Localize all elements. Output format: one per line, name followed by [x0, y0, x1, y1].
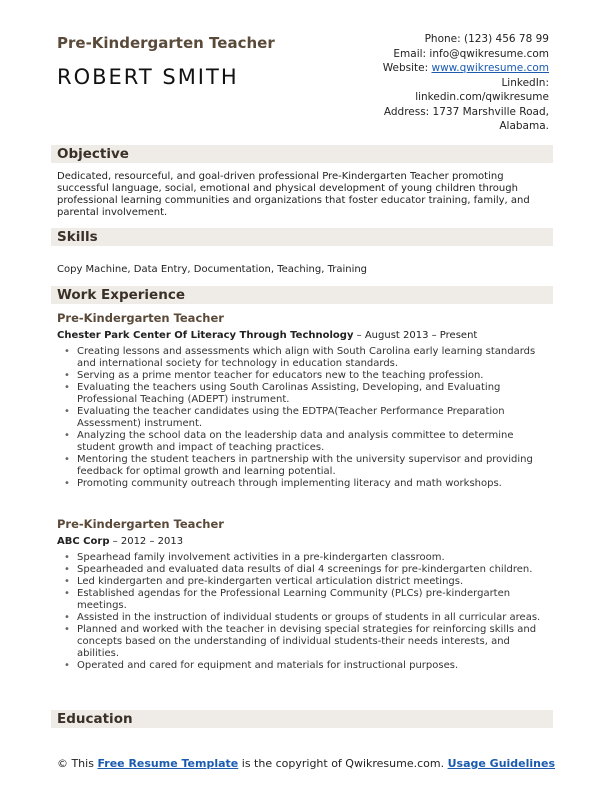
list-item: • Evaluating the teacher candidates using the EDTPA(Teacher Performance Preparation Assessment) instrument. — [64, 406, 553, 430]
objective-heading: Objective — [57, 146, 129, 162]
job-2-company: ABC Corp — [57, 536, 110, 547]
website-link[interactable]: www.qwikresume.com — [431, 62, 549, 74]
candidate-name: ROBERT SMITH — [57, 65, 239, 89]
list-item: • Evaluating the teachers using South Carolinas Assisting, Developing, and Evaluating Professional Teaching (ADEPT) instrument. — [64, 382, 553, 406]
list-item: • Established agendas for the Professional Learning Community (PLCs) pre-kindergarten meetings. — [64, 588, 553, 612]
linkedin-label: LinkedIn: — [501, 76, 549, 89]
job-1-company-line — [57, 330, 477, 341]
list-item: • Operated and cared for equipment and materials for instructional purposes. — [64, 660, 553, 672]
job-2-company-line — [57, 536, 183, 547]
list-item: • Spearhead family involvement activities in a pre-kindergarten classroom. — [64, 552, 553, 564]
address-line-2: Alabama. — [499, 120, 549, 132]
skills-heading: Skills — [57, 229, 98, 245]
list-item: • Serving as a prime mentor teacher for educators new to the teaching profession. — [64, 370, 553, 382]
free-resume-template-link[interactable]: Free Resume Template — [97, 757, 239, 770]
job-title: Pre-Kindergarten Teacher — [57, 34, 275, 52]
list-item: • Mentoring the student teachers in partnership with the university supervisor and providing feedback for optimal growth and learning potential. — [64, 454, 553, 478]
job-1-company: Chester Park Center Of Literacy Through Technology — [57, 330, 354, 341]
list-item: • Led kindergarten and pre-kindergarten vertical articulation district meetings. — [64, 576, 553, 588]
linkedin-value: linkedin.com/qwikresume — [415, 91, 549, 103]
job-2-title: Pre-Kindergarten Teacher — [57, 517, 224, 531]
address-line: Address: 1737 Marshville Road, — [383, 105, 549, 118]
footer-prefix: © This — [56, 757, 98, 770]
list-item: • Creating lessons and assessments which align with South Carolina early learning standards and international society for technology in education standards. — [64, 346, 553, 370]
objective-section-header — [51, 145, 553, 163]
list-item: • Promoting community outreach through implementing literacy and math workshops. — [64, 478, 553, 490]
objective-text: Dedicated, resourceful, and goal-driven professional Pre-Kindergarten Teacher promoting successful language, social, emotional and physical development of young children through professional learning communities and organizations that foster educator training, family, and parental involvement. — [57, 171, 530, 218]
list-item: • Analyzing the school data on the leadership data and analysis committee to determine student growth and impact of teaching practices. — [64, 430, 553, 454]
education-heading: Education — [57, 711, 133, 727]
resume-header — [0, 0, 612, 140]
work-heading: Work Experience — [57, 287, 185, 303]
contact-block — [309, 32, 549, 134]
work-section-header — [51, 286, 553, 304]
footer — [0, 757, 612, 770]
usage-guidelines-link[interactable]: Usage Guidelines — [447, 757, 556, 770]
list-item: • Planned and worked with the teacher in devising special strategies for reinforcing skills and concepts based on the understanding of individual students-their needs interests, and abilities. — [64, 624, 553, 660]
skills-text: Copy Machine, Data Entry, Documentation, Teaching, Training — [57, 264, 368, 275]
job-1-dates: – August 2013 – Present — [353, 330, 478, 341]
skills-section-header — [51, 228, 553, 246]
education-section-header — [51, 710, 553, 728]
website-label: Website: — [382, 62, 432, 74]
list-item: • Spearheaded and evaluated data results of dial 4 screenings for pre-kindergarten children. — [64, 564, 553, 576]
footer-middle: is the copyright of Qwikresume.com. — [238, 757, 448, 770]
job-1-title: Pre-Kindergarten Teacher — [57, 311, 224, 325]
phone-line: Phone: (123) 456 78 99 — [424, 33, 549, 45]
email-line: Email: info@qwikresume.com — [393, 47, 549, 60]
job-1-bullets — [64, 346, 553, 490]
website-line — [309, 61, 549, 76]
job-2-dates: – 2012 – 2013 — [109, 536, 184, 547]
list-item: • Assisted in the instruction of individual students or groups of students in all curricular areas. — [64, 612, 553, 624]
job-2-bullets — [64, 552, 553, 672]
